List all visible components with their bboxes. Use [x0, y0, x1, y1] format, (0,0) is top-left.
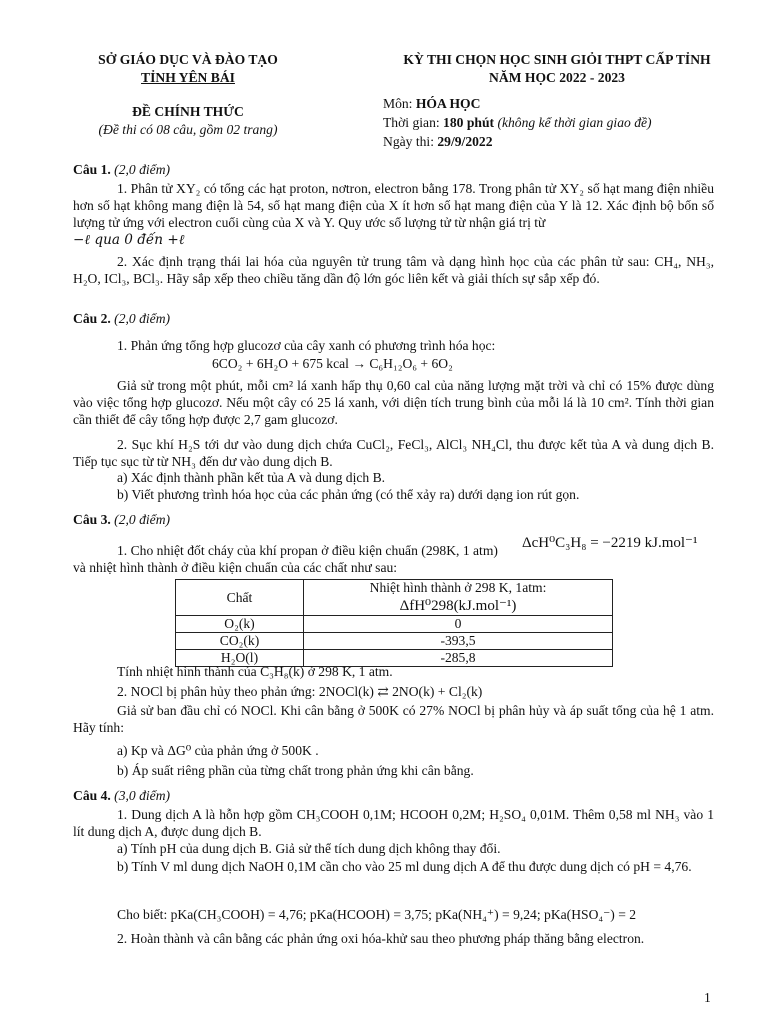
table-cell-substance: H₂O(l): [176, 650, 304, 667]
subject-value: HÓA HỌC: [415, 96, 481, 111]
given-constants: Cho biết: pKa(CH₃COOH) = 4,76; pKa(HCOOH) = 3,75; pKa(NH₄⁺) = 9,24; pKa(HSO₄⁻) = 2: [117, 907, 637, 922]
question-1-part-2: 2. Xác định trạng thái lai hóa của nguyên tử trung tâm và dạng hình học của các phân tử sau: CH₄, NH₃, H₂O, ICl₃, BCl₃. Hãy sắp xếp theo chiều tăng dần độ lớn góc liên kết và giải thích sự sắp xếp đó.: [73, 254, 714, 286]
table-cell-value: -285,8: [304, 650, 613, 667]
combustion-enthalpy-formula: ΔcH⁰C₃H₈ = −2219 kJ.mol⁻¹: [522, 535, 698, 551]
official-label: ĐỀ CHÍNH THỨC: [132, 104, 244, 119]
question-4-title: Câu 4.: [73, 788, 111, 803]
table-row: [176, 616, 613, 633]
question-3-part-2a: a) Kp và ΔG⁰ của phản ứng ở 500K .: [117, 743, 319, 758]
time-label: Thời gian:: [383, 115, 444, 130]
question-3-part-2b: b) Áp suất riêng phần của từng chất trong phản ứng khi cân bằng.: [117, 763, 474, 778]
question-3-part-2: 2. NOCl bị phân hủy theo phản ứng: 2NOCl(k) ⇄ 2NO(k) + Cl₂(k): [117, 684, 483, 699]
question-2-part-2b: b) Viết phương trình hóa học của các phản ứng (có thể xảy ra) dưới dạng ion rút gọn.: [117, 487, 580, 502]
photosynthesis-equation: 6CO₂ + 6H₂O + 675 kcal → C₆H₁₂O₆ + 6O₂: [212, 356, 453, 371]
question-3-part-1-task: Tính nhiệt hình thành của C₃H₈(k) ở 298 K, 1 atm.: [117, 664, 393, 679]
table-cell-value: 0: [304, 616, 613, 633]
table-header-enthalpy-formula: ΔfH⁰298(kJ.mol⁻¹): [399, 598, 517, 614]
subject-line: [383, 96, 480, 112]
question-3-part-1: 1. Cho nhiệt đốt cháy của khí propan ở điều kiện chuẩn (298K, 1 atm): [117, 543, 498, 558]
question-3-part-1b: và nhiệt hình thành ở điều kiện chuẩn của các chất như sau:: [73, 560, 398, 575]
question-1-title: Câu 1.: [73, 162, 111, 177]
question-2-part-1: 1. Phản ứng tổng hợp glucozơ của cây xanh có phương trình hóa học:: [117, 338, 496, 353]
table-header-enthalpy: [304, 580, 613, 616]
date-line: [383, 134, 493, 150]
question-3-heading: [73, 512, 170, 528]
department-name: SỞ GIÁO DỤC VÀ ĐÀO TẠO: [98, 52, 278, 67]
table-cell-value: -393,5: [304, 633, 613, 650]
question-2-points: (2,0 điểm): [110, 311, 171, 326]
question-4-points: (3,0 điểm): [110, 788, 171, 803]
question-1-heading: [73, 162, 170, 178]
time-line: [383, 115, 652, 131]
question-4-heading: [73, 788, 170, 804]
question-1-part-1: 1. Phân tử XY₂ có tổng các hạt proton, nơtron, electron bằng 178. Trong phân tử XY₂ số hạt mang điện nhiều hơn số hạt không mang điện là 54, số hạt mang điện của X ít hơn số hạt mang điện của Y là 12. Xác định bộ bốn số lượng tử ứng với electron cuối cùng của X và Y. Quy ước số lượng tử từ nhận giá trị từ: [73, 181, 714, 230]
time-value: 180 phút: [443, 115, 495, 130]
quantum-number-range: −ℓ qua 0 đến +ℓ: [73, 232, 185, 248]
pages-note: (Đề thi có 08 câu, gồm 02 trang): [98, 122, 278, 137]
time-note: (không kể thời gian giao đề): [494, 115, 652, 130]
page-number: 1: [704, 990, 711, 1005]
question-2-title: Câu 2.: [73, 311, 111, 326]
subject-label: Môn:: [383, 96, 416, 111]
question-3-points: (2,0 điểm): [110, 512, 171, 527]
question-2-part-2a: a) Xác định thành phần kết tủa A và dung dịch B.: [117, 470, 386, 485]
question-1-points: (2,0 điểm): [110, 162, 171, 177]
formation-enthalpy-table: [175, 579, 613, 667]
question-4-part-2: 2. Hoàn thành và cân bằng các phản ứng oxi hóa-khử sau theo phương pháp thăng bằng electron.: [117, 931, 645, 946]
question-3-part-2-assumption: Giả sử ban đầu chỉ có NOCl. Khi cân bằng ở 500K có 27% NOCl bị phân hủy và áp suất tổng của hệ 1 atm. Hãy tính:: [73, 703, 714, 735]
date-value: 29/9/2022: [437, 134, 493, 149]
question-2-part-2: 2. Sục khí H₂S tới dư vào dung dịch chứa CuCl₂, FeCl₃, AlCl₃ NH₄Cl, thu được kết tủa A và dung dịch B. Tiếp tục sục từ từ NH₃ đến dư vào dung dịch B.: [73, 437, 714, 469]
table-header-substance: Chất: [176, 580, 304, 616]
question-3-title: Câu 3.: [73, 512, 111, 527]
table-row: [176, 633, 613, 650]
school-year: NĂM HỌC 2022 - 2023: [489, 70, 625, 85]
question-4-part-1: 1. Dung dịch A là hỗn hợp gồm CH₃COOH 0,1M; HCOOH 0,2M; H₂SO₄ 0,01M. Thêm 0,58 ml NH₃ vào 1 lít dung dịch A, được dung dịch B.: [73, 807, 714, 839]
exam-title: KỲ THI CHỌN HỌC SINH GIỎI THPT CẤP TỈNH: [403, 52, 711, 67]
question-4-part-1a: a) Tính pH của dung dịch B. Giả sử thể tích dung dịch không thay đổi.: [117, 841, 501, 856]
table-header-enthalpy-label: Nhiệt hình thành ở 298 K, 1atm:: [369, 580, 547, 595]
date-label: Ngày thi:: [383, 134, 438, 149]
question-2-heading: [73, 311, 170, 327]
table-cell-substance: O₂(k): [176, 616, 304, 633]
question-2-assumption: Giả sử trong một phút, mỗi cm² lá xanh hấp thụ 0,60 cal của năng lượng mặt trời và chỉ có 15% được dùng vào việc tổng hợp glucozơ. Nếu một cây có 25 lá xanh, với diện tích trung bình của mỗi lá là 10 cm². Tính thời gian cần thiết để cây tổng hợp được 2,7 gam glucozơ.: [73, 378, 714, 427]
table-cell-substance: CO₂(k): [176, 633, 304, 650]
province-name: TỈNH YÊN BÁI: [141, 70, 235, 85]
question-4-part-1b: b) Tính V ml dung dịch NaOH 0,1M cần cho vào 25 ml dung dịch A để thu được dung dịch có pH = 4,76.: [117, 859, 692, 874]
